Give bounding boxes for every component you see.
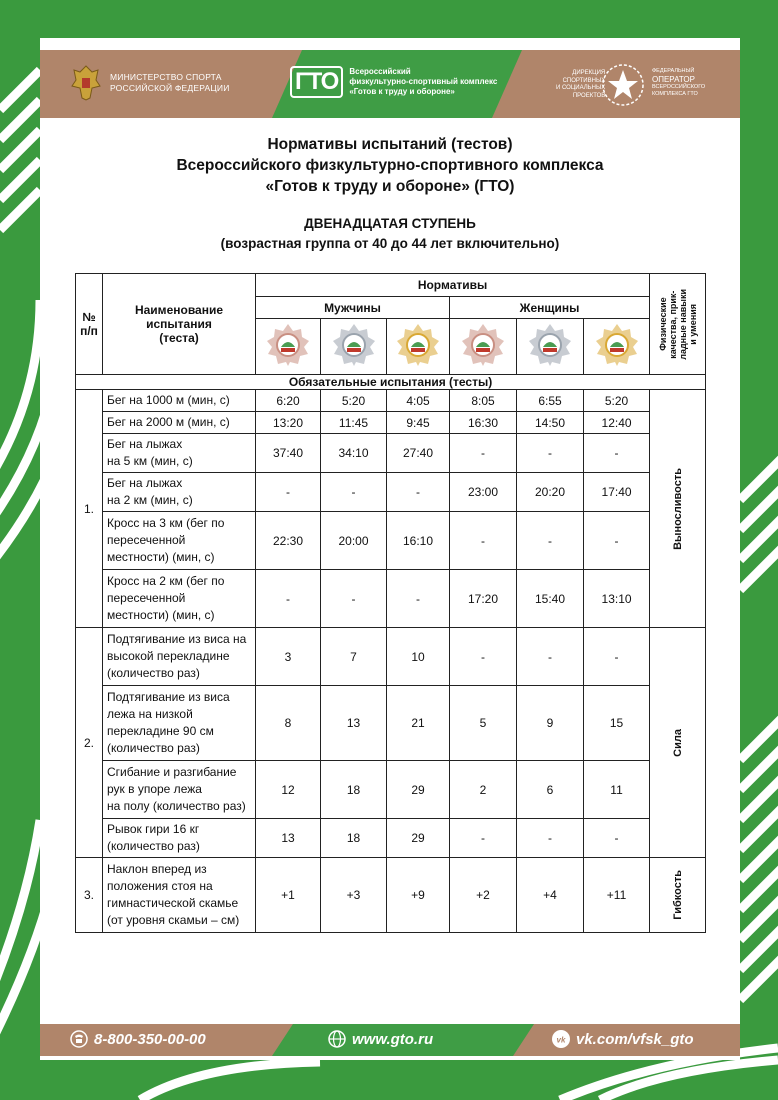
norm-value: 6 bbox=[517, 761, 584, 819]
ministry-line-1: МИНИСТЕРСТВО СПОРТА bbox=[110, 72, 222, 82]
norm-value: +9 bbox=[387, 858, 450, 933]
norm-value: 2 bbox=[450, 761, 517, 819]
norm-value: 29 bbox=[387, 819, 450, 858]
gto-badge-icon bbox=[528, 323, 572, 367]
test-name-line: местности) (мин, с) bbox=[107, 550, 215, 564]
norm-value: 21 bbox=[387, 686, 450, 761]
footer-bar bbox=[40, 1024, 740, 1056]
test-name-line: рук в упоре лежа bbox=[107, 782, 202, 796]
quality-cell bbox=[650, 858, 706, 933]
test-name bbox=[103, 686, 256, 761]
norm-value: 4:05 bbox=[387, 390, 450, 412]
operator-line-4: КОМПЛЕКСА ГТО bbox=[652, 91, 698, 97]
norm-value: - bbox=[584, 512, 650, 570]
norm-value: 10 bbox=[387, 628, 450, 686]
section-required: Обязательные испытания (тесты) bbox=[76, 375, 706, 390]
stage-heading bbox=[40, 214, 740, 254]
norm-value: 34:10 bbox=[321, 434, 387, 473]
norm-value: - bbox=[517, 512, 584, 570]
gto-logo bbox=[290, 66, 497, 98]
title-line-2: Всероссийского физкультурно-спортивного комплекса bbox=[176, 157, 604, 174]
header-banner bbox=[40, 50, 740, 118]
badge-cell bbox=[321, 319, 387, 375]
norm-value: 12:40 bbox=[584, 412, 650, 434]
badge-cell bbox=[256, 319, 321, 375]
test-name-line: пересеченной bbox=[107, 533, 186, 547]
group-number: 1. bbox=[76, 390, 103, 628]
operator-line-1: ФЕДЕРАЛЬНЫЙ bbox=[652, 68, 695, 74]
test-name-line: положения стоя на bbox=[107, 879, 213, 893]
header-women: Женщины bbox=[450, 297, 650, 319]
test-name bbox=[103, 819, 256, 858]
quality-label: Сила bbox=[671, 728, 684, 757]
test-name-line: Бег на 1000 м (мин, с) bbox=[107, 393, 230, 407]
gto-mark: ГТО bbox=[290, 66, 343, 98]
gto-text-line-1: Всероссийский bbox=[349, 67, 411, 76]
group-number: 3. bbox=[76, 858, 103, 933]
table-row bbox=[76, 686, 706, 761]
badge-cell bbox=[584, 319, 650, 375]
norm-value: - bbox=[450, 512, 517, 570]
gto-badge-icon bbox=[332, 323, 376, 367]
norm-value: 5 bbox=[450, 686, 517, 761]
eagle-emblem-icon bbox=[70, 64, 102, 102]
norm-value: 16:30 bbox=[450, 412, 517, 434]
quality-cell bbox=[650, 628, 706, 858]
norm-value: 8:05 bbox=[450, 390, 517, 412]
star-emblem-icon bbox=[600, 62, 646, 108]
test-name-line: гимнастической скамье bbox=[107, 896, 239, 910]
norm-value: - bbox=[584, 628, 650, 686]
test-name bbox=[103, 412, 256, 434]
norm-value: 37:40 bbox=[256, 434, 321, 473]
norm-value: 6:55 bbox=[517, 390, 584, 412]
test-name bbox=[103, 761, 256, 819]
norm-value: 20:00 bbox=[321, 512, 387, 570]
norm-value: 22:30 bbox=[256, 512, 321, 570]
table-row bbox=[76, 819, 706, 858]
gto-text-line-2: физкультурно-спортивный комплекс bbox=[349, 77, 498, 86]
quality-label: Гибкость bbox=[671, 870, 684, 920]
test-name-line: Кросс на 2 км (бег по bbox=[107, 574, 225, 588]
norm-value: 13:10 bbox=[584, 570, 650, 628]
norm-value: - bbox=[387, 570, 450, 628]
header-men: Мужчины bbox=[256, 297, 450, 319]
norm-value: - bbox=[321, 473, 387, 512]
test-name-line: Бег на лыжах bbox=[107, 437, 183, 451]
test-name-line: высокой перекладине bbox=[107, 649, 230, 663]
norm-value: - bbox=[450, 819, 517, 858]
svg-text:vk: vk bbox=[556, 1035, 566, 1045]
ministry-line-2: РОССИЙСКОЙ ФЕДЕРАЦИИ bbox=[110, 83, 230, 93]
test-name-line: Кросс на 3 км (бег по bbox=[107, 516, 225, 530]
test-name-line: (количество раз) bbox=[107, 666, 200, 680]
gto-badge-icon bbox=[396, 323, 440, 367]
badge-cell bbox=[387, 319, 450, 375]
norm-value: - bbox=[517, 628, 584, 686]
test-name-line: Наклон вперед из bbox=[107, 862, 207, 876]
norm-value: 6:20 bbox=[256, 390, 321, 412]
direction-line-1: ДИРЕКЦИЯ bbox=[572, 70, 606, 76]
header-norms: Нормативы bbox=[256, 274, 650, 297]
quality-cell bbox=[650, 390, 706, 628]
test-name bbox=[103, 434, 256, 473]
test-name-line: на 5 км (мин, с) bbox=[107, 454, 193, 468]
header-name: Наименование испытания (теста) bbox=[103, 274, 256, 375]
test-name-line: лежа на низкой bbox=[107, 707, 193, 721]
header-quality-text: Физические качества, прик- ладные навыки и умения bbox=[657, 288, 698, 360]
table-row bbox=[76, 512, 706, 570]
norms-table bbox=[75, 273, 706, 933]
norm-value: 14:50 bbox=[517, 412, 584, 434]
norm-value: 5:20 bbox=[584, 390, 650, 412]
norm-value: 9:45 bbox=[387, 412, 450, 434]
direction-line-2: СПОРТИВНЫХ bbox=[562, 77, 606, 84]
test-name bbox=[103, 628, 256, 686]
title-line-3: «Готов к труду и обороне» (ГТО) bbox=[265, 178, 515, 195]
group-number: 2. bbox=[76, 628, 103, 858]
stage-age-group: (возрастная группа от 40 до 44 лет включительно) bbox=[220, 236, 560, 251]
test-name-line: Рывок гири 16 кг bbox=[107, 822, 200, 836]
table-row bbox=[76, 858, 706, 933]
header-num: № п/п bbox=[76, 274, 103, 375]
document-page bbox=[40, 38, 740, 1060]
norm-value: 5:20 bbox=[321, 390, 387, 412]
norm-value: 9 bbox=[517, 686, 584, 761]
table-row bbox=[76, 473, 706, 512]
test-name-line: Бег на 2000 м (мин, с) bbox=[107, 415, 230, 429]
norm-value: 23:00 bbox=[450, 473, 517, 512]
test-name-line: Бег на лыжах bbox=[107, 476, 183, 490]
gto-badge-icon bbox=[461, 323, 505, 367]
table-row bbox=[76, 434, 706, 473]
table-row bbox=[76, 761, 706, 819]
norm-value: +3 bbox=[321, 858, 387, 933]
operator-text bbox=[652, 68, 705, 98]
quality-label: Выносливость bbox=[671, 467, 684, 550]
norm-value: - bbox=[517, 434, 584, 473]
norm-value: 13 bbox=[256, 819, 321, 858]
test-name bbox=[103, 473, 256, 512]
ministry-logo bbox=[70, 64, 230, 102]
footer-site-text: www.gto.ru bbox=[352, 1030, 434, 1048]
direction-line-4: ПРОЕКТОВ bbox=[572, 92, 606, 99]
norm-value: 13:20 bbox=[256, 412, 321, 434]
test-name bbox=[103, 390, 256, 412]
document-title bbox=[40, 134, 740, 197]
footer-vk-text: vk.com/vfsk_gto bbox=[576, 1030, 694, 1048]
norm-value: - bbox=[387, 473, 450, 512]
test-name bbox=[103, 512, 256, 570]
table-header-row bbox=[76, 274, 706, 297]
footer-vk[interactable] bbox=[552, 1030, 694, 1048]
norm-value: 15 bbox=[584, 686, 650, 761]
norm-value: 18 bbox=[321, 819, 387, 858]
norm-value: 29 bbox=[387, 761, 450, 819]
test-name-line: Сгибание и разгибание bbox=[107, 765, 237, 779]
table-row bbox=[76, 628, 706, 686]
test-name bbox=[103, 570, 256, 628]
norm-value: - bbox=[584, 434, 650, 473]
norm-value: 16:10 bbox=[387, 512, 450, 570]
test-name-line: Подтягивание из виса bbox=[107, 690, 230, 704]
globe-icon bbox=[328, 1030, 346, 1048]
test-name-line: (количество раз) bbox=[107, 741, 200, 755]
norm-value: - bbox=[321, 570, 387, 628]
norm-value: 18 bbox=[321, 761, 387, 819]
norm-value: 27:40 bbox=[387, 434, 450, 473]
gto-badge-icon bbox=[595, 323, 639, 367]
norm-value: - bbox=[584, 819, 650, 858]
norm-value: 3 bbox=[256, 628, 321, 686]
test-name-line: Подтягивание из виса на bbox=[107, 632, 247, 646]
gto-badge-icon bbox=[266, 323, 310, 367]
direction-line-3: И СОЦИАЛЬНЫХ bbox=[556, 85, 606, 91]
norm-value: - bbox=[450, 628, 517, 686]
test-name-line: на 2 км (мин, с) bbox=[107, 493, 193, 507]
footer-site[interactable] bbox=[328, 1030, 433, 1048]
norm-value: 11 bbox=[584, 761, 650, 819]
footer-phone[interactable] bbox=[70, 1030, 206, 1048]
norm-value: 13 bbox=[321, 686, 387, 761]
norm-value: +2 bbox=[450, 858, 517, 933]
norm-value: 15:40 bbox=[517, 570, 584, 628]
test-name bbox=[103, 858, 256, 933]
footer-phone-text: 8-800-350-00-00 bbox=[94, 1030, 206, 1048]
norm-value: 17:40 bbox=[584, 473, 650, 512]
test-name-line: (от уровня скамьи – см) bbox=[107, 913, 240, 927]
direction-logo-text bbox=[556, 70, 605, 100]
badge-cell bbox=[517, 319, 584, 375]
title-line-1: Нормативы испытаний (тестов) bbox=[267, 136, 513, 153]
norm-value: 8 bbox=[256, 686, 321, 761]
table-row bbox=[76, 570, 706, 628]
norm-value: +1 bbox=[256, 858, 321, 933]
stage-title: ДВЕНАДЦАТАЯ СТУПЕНЬ bbox=[304, 216, 476, 231]
badge-cell bbox=[450, 319, 517, 375]
norm-value: 20:20 bbox=[517, 473, 584, 512]
test-name-line: местности) (мин, с) bbox=[107, 608, 215, 622]
norm-value: +4 bbox=[517, 858, 584, 933]
phone-icon bbox=[70, 1030, 88, 1048]
norm-value: +11 bbox=[584, 858, 650, 933]
test-name-line: перекладине 90 см bbox=[107, 724, 214, 738]
operator-line-3: ВСЕРОССИЙСКОГО bbox=[652, 84, 706, 90]
test-name-line: (количество раз) bbox=[107, 839, 200, 853]
test-name-line: на полу (количество раз) bbox=[107, 799, 246, 813]
table-row bbox=[76, 390, 706, 412]
gto-text-line-3: «Готов к труду и обороне» bbox=[349, 87, 455, 96]
header-quality bbox=[650, 274, 706, 375]
norm-value: - bbox=[517, 819, 584, 858]
norm-value: - bbox=[256, 473, 321, 512]
norm-value: - bbox=[256, 570, 321, 628]
norm-value: 12 bbox=[256, 761, 321, 819]
vk-icon bbox=[552, 1030, 570, 1048]
norm-value: 17:20 bbox=[450, 570, 517, 628]
operator-line-2: ОПЕРАТОР bbox=[652, 75, 695, 84]
test-name-line: пересеченной bbox=[107, 591, 186, 605]
norm-value: - bbox=[450, 434, 517, 473]
section-row bbox=[76, 375, 706, 390]
table-row bbox=[76, 412, 706, 434]
norm-value: 7 bbox=[321, 628, 387, 686]
norm-value: 11:45 bbox=[321, 412, 387, 434]
